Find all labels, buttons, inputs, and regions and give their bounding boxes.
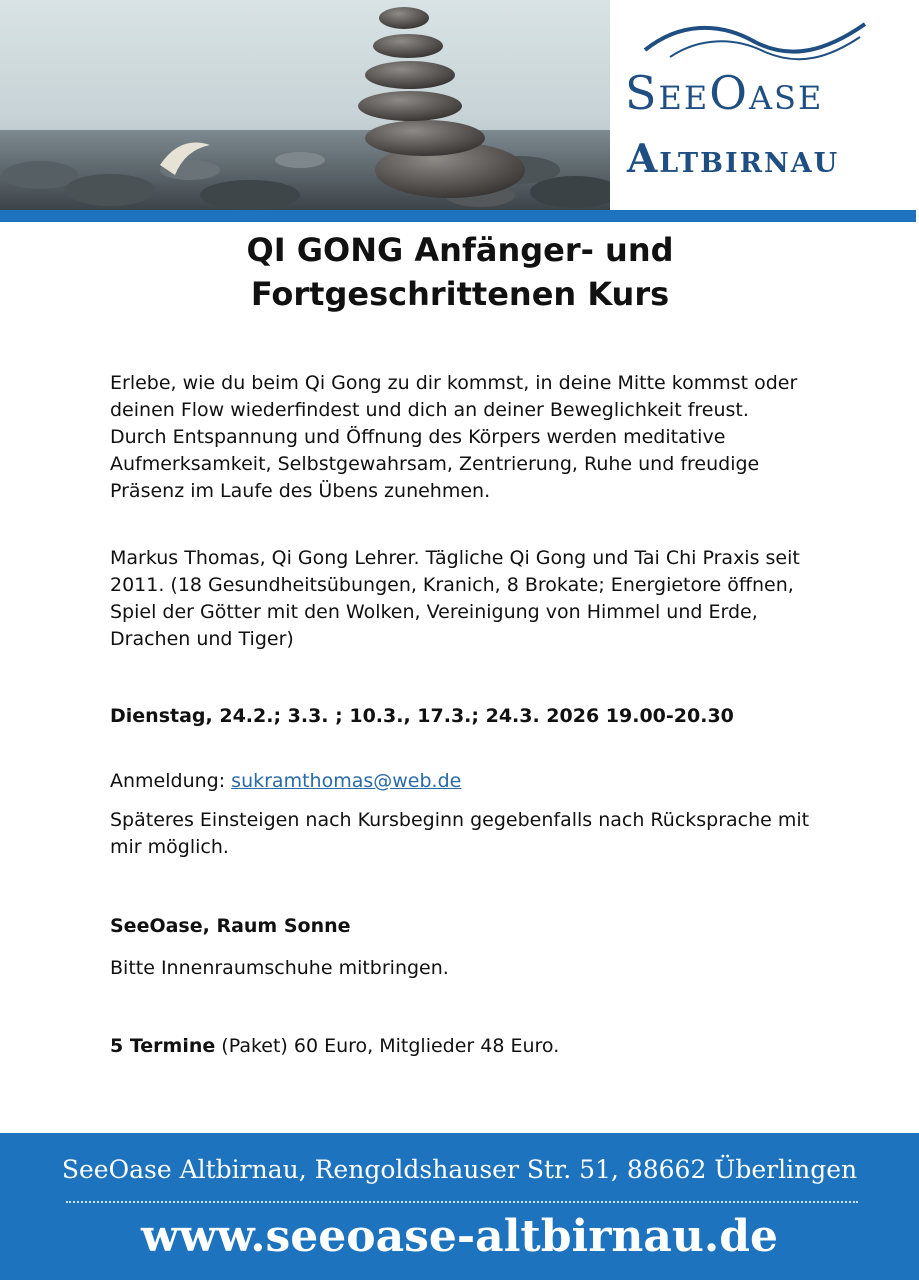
logo-text-seeoase: SeeOase <box>625 66 824 120</box>
price-rest: (Paket) 60 Euro, Mitglieder 48 Euro. <box>215 1035 560 1057</box>
footer-address: SeeOase Altbirnau, Rengoldshauser Str. 51, 88662 Überlingen <box>61 1155 858 1184</box>
stone-cairn-illustration <box>0 0 610 210</box>
logo-text-altbirnau: Altbirnau <box>627 136 840 182</box>
header-divider <box>0 210 916 222</box>
course-dates: Dienstag, 24.2.; 3.3. ; 10.3., 17.3.; 24.3. 2026 19.00-20.30 <box>110 705 734 727</box>
footer-dotted-divider <box>66 1201 858 1203</box>
room-info: SeeOase, Raum Sonne <box>110 915 351 937</box>
later-entry-note: Späteres Einsteigen nach Kursbeginn gegebenfalls nach Rücksprache mit mir möglich. <box>110 809 810 858</box>
wave-logo-icon <box>640 12 870 62</box>
registration-email-link[interactable]: sukramthomas@web.de <box>231 770 462 792</box>
registration-label: Anmeldung: <box>110 770 226 792</box>
price-bold: 5 Termine <box>110 1035 216 1057</box>
shoes-note: Bitte Innenraumschuhe mitbringen. <box>110 957 449 979</box>
intro-paragraph: Erlebe, wie du beim Qi Gong zu dir kommst, in deine Mitte kommst oder deinen Flow wiederfindest und dich an deiner Beweglichkeit freust. Durch Entspannung und Öffnung des Körpers werden meditative Aufmerksamkeit, Selbstgewahrsam, Zentrierung, Ruhe und freudige Präsenz im Laufe des Übens zunehmen. <box>110 372 798 502</box>
hero-image <box>0 0 610 210</box>
registration-line <box>110 768 810 795</box>
price-info <box>110 1033 810 1060</box>
title-line-1: QI GONG Anfänger- und <box>246 231 674 269</box>
title-line-2: Fortgeschrittenen Kurs <box>250 275 670 313</box>
teacher-paragraph: Markus Thomas, Qi Gong Lehrer. Tägliche Qi Gong und Tai Chi Praxis seit 2011. (18 Gesundheitsübungen, Kranich, 8 Brokate; Energietore öffnen, Spiel der Götter mit den Wolken, Vereinigung von Himmel und Erde, Drachen und Tiger) <box>110 547 800 650</box>
page-title <box>60 228 860 316</box>
footer-website-link[interactable]: www.seeoase-altbirnau.de <box>141 1211 778 1262</box>
footer <box>0 1133 919 1280</box>
